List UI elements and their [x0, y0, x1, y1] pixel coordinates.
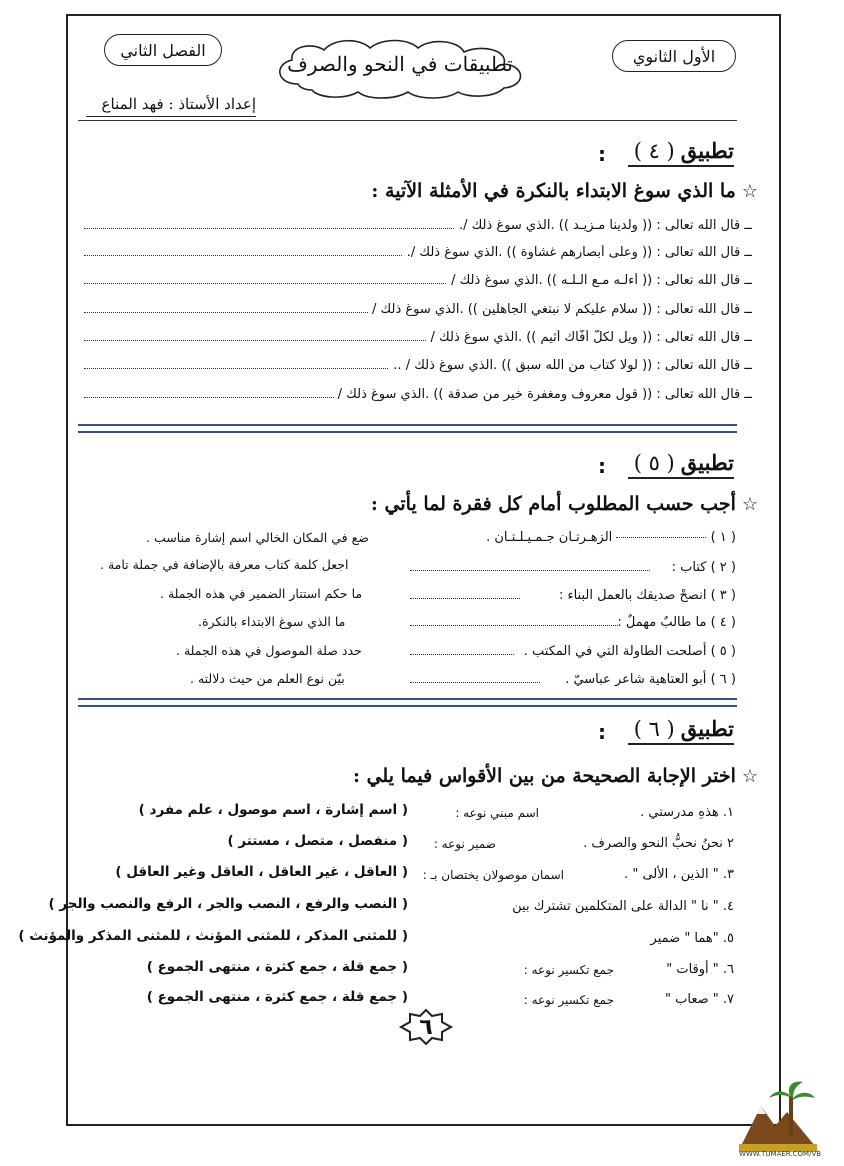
answer-line [410, 654, 514, 655]
item-number: ( ٣ ) [710, 588, 736, 603]
section6-title [628, 716, 734, 745]
question-choices: ( منفصل ، متصل ، مستتر ) [227, 833, 408, 849]
question-choices: ( جمع قلة ، جمع كثرة ، منتهى الجموع ) [146, 989, 408, 1005]
section5-task: ما حكم استتار الضمير في هذه الجملة . [160, 586, 363, 601]
logo-url: WWW.TUMAER.COM/VB [738, 1150, 822, 1158]
answer-line [410, 570, 650, 571]
answer-line [410, 682, 540, 683]
item-number: ( ٥ ) [710, 644, 736, 659]
section5-item [559, 588, 736, 603]
list-item [84, 218, 752, 238]
section5-item [672, 560, 736, 575]
answer-line [410, 625, 620, 626]
section5-task: ضع في المكان الخالي اسم إشارة مناسب . [146, 530, 369, 545]
question-hint: جمع تكسير نوعه : [523, 963, 614, 977]
list-item [84, 302, 752, 322]
list-item [84, 245, 752, 265]
question-hint: ضمير نوعه : [433, 837, 496, 851]
item-number: ( ٢ ) [710, 560, 736, 575]
palm-mountain-icon [735, 1076, 821, 1156]
item-number: ( ١ ) [710, 530, 736, 545]
star-icon: ☆ [741, 181, 758, 202]
question-text: ٤. " نا " الدالة على المتكلمين تشترك بين [512, 899, 734, 914]
section5-label: تطبيق [680, 450, 734, 475]
title-cloud [268, 38, 532, 100]
section5-item [565, 672, 736, 687]
section-divider [78, 424, 737, 433]
section4-item-text: ــ قال الله تعالى : (( قول معروف ومغفرة خير من صدقة )) .الذي سوغ ذلك / [334, 387, 752, 402]
list-item [84, 358, 752, 378]
question-choices: ( للمثنى المذكر ، للمثنى المؤنث ، للمثنى المذكر والمؤنث ) [18, 928, 408, 944]
question-hint: جمع تكسير نوعه : [523, 993, 614, 1007]
section5-task: حدد صلة الموصول في هذه الجملة . [176, 643, 362, 658]
section4-item-text: ــ قال الله تعالى : (( أءلـه مـع الـلـه )) .الذي سوغ ذلك / [447, 273, 752, 288]
term-label: الفصل الثاني [104, 34, 222, 66]
question-choices: ( جمع قلة ، جمع كثرة ، منتهى الجموع ) [146, 959, 408, 975]
page-title: تطبيقات في النحو والصرف [287, 52, 513, 76]
section4-item-text: ــ قال الله تعالى : (( وعلى أبصارهم غشاوة )) .الذي سوغ ذلك /. [403, 245, 752, 260]
section4-item-text: ــ قال الله تعالى : (( لولا كتاب من الله سبق )) .الذي سوغ ذلك / .. [389, 358, 752, 373]
section5-task: اجعل كلمة كتاب معرفة بالإضافة في جملة تامة . [100, 557, 349, 572]
list-item [84, 330, 752, 350]
star-icon: ☆ [741, 494, 758, 515]
question-text: ٧. " صعاب " [665, 992, 734, 1007]
section4-instruction [371, 180, 758, 202]
section6-number: ( ٦ ) [633, 717, 675, 741]
section5-item [486, 530, 736, 545]
question-hint: اسم مبني نوعه : [455, 806, 539, 820]
item-text: أصلحت الطاولة التي في المكتب . [523, 644, 707, 659]
section4-instruction-text: ما الذي سوغ الابتداء بالنكرة في الأمثلة الآتية : [371, 180, 736, 202]
section4-title [628, 138, 734, 167]
question-hint: اسمان موصولان يختصان بـ : [422, 868, 564, 882]
question-text: ٥. "هما " ضمير [650, 931, 734, 946]
item-text: الزهـرتـان جـمـيـلـتـان . [486, 530, 613, 545]
section4-item-text: ــ قال الله تعالى : (( سلام عليكم لا نبتغي الجاهلين )) .الذي سوغ ذلك / [368, 302, 752, 317]
answer-line [410, 598, 520, 599]
section6-label: تطبيق [680, 716, 734, 741]
question-text: ٦. " أوقات " [666, 962, 734, 977]
section5-title [628, 450, 734, 479]
item-text: كتاب : [671, 560, 707, 575]
item-text: أبو العتاهية شاعر عباسيّ . [565, 672, 707, 687]
item-text: انصحْ صديقك بالعمل البناء : [558, 588, 707, 603]
page-number-text: ٦ [419, 1014, 433, 1040]
section5-item [617, 615, 736, 630]
item-number: ( ٤ ) [710, 615, 736, 630]
section5-colon: : [598, 454, 606, 478]
question-choices: ( العاقل ، غير العاقل ، العاقل وغير العاقل ) [115, 864, 408, 880]
section5-task: بيّن نوع العلم من حيث دلالته . [190, 671, 345, 686]
page-number [398, 1008, 454, 1046]
section-divider [78, 698, 737, 707]
section6-instruction-text: اختر الإجابة الصحيحة من بين الأقواس فيما يلي : [352, 765, 736, 787]
question-choices: ( اسم إشارة ، اسم موصول ، علم مفرد ) [138, 802, 408, 818]
item-number: ( ٦ ) [710, 672, 736, 687]
section4-label: تطبيق [680, 138, 734, 163]
section4-item-text: ــ قال الله تعالى : (( ولدينا مـزيـد )) .الذي سوغ ذلك /. [455, 218, 752, 233]
grade-label: الأول الثانوي [612, 40, 736, 72]
site-logo [735, 1076, 821, 1156]
section6-colon: : [598, 720, 606, 744]
question-text: ٢ نحنُ نحبُّ النحو والصرف . [583, 836, 734, 851]
section5-task: ما الذي سوغ الابتداء بالنكرة. [198, 614, 346, 629]
section4-colon: : [598, 142, 606, 166]
section5-number: ( ٥ ) [633, 451, 675, 475]
section5-instruction [371, 493, 758, 515]
list-item [84, 273, 752, 293]
question-text: ٣. " الذين ، الألى " . [624, 867, 734, 882]
section5-item [524, 644, 736, 659]
star-icon: ☆ [741, 766, 758, 787]
section6-instruction [353, 765, 758, 787]
item-text: ما طالبٌ مهملٌ : [617, 615, 707, 630]
question-text: ١. هذهِ مدرستي . [640, 805, 734, 820]
section4-number: ( ٤ ) [633, 139, 675, 163]
section4-item-text: ــ قال الله تعالى : (( ويل لكلّ أفّاك أثيم )) .الذي سوغ ذلك / [427, 330, 752, 345]
question-choices: ( النصب والرفع ، النصب والجر ، الرفع والنصب والجر ) [48, 896, 408, 912]
author-label: إعداد الأستاذ : فهد المناع [86, 95, 256, 117]
list-item [84, 387, 752, 407]
section5-instruction-text: أجب حسب المطلوب أمام كل فقرة لما يأتي : [370, 493, 736, 515]
header-divider [78, 120, 737, 121]
